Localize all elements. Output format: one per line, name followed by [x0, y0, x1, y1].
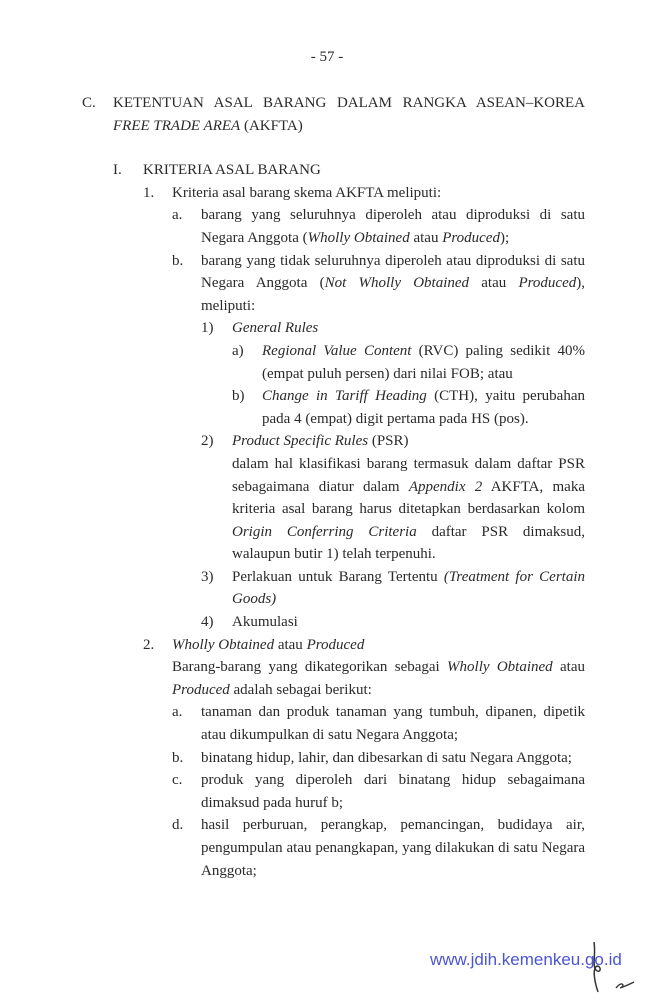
list-item-label: a. [172, 207, 183, 224]
text-segment: ); [499, 229, 510, 246]
text-segment: KETENTUAN ASAL BARANG DALAM RANGKA ASEAN–KOREA [113, 95, 585, 111]
text-segment: atau [409, 229, 443, 246]
list-item-label: C. [82, 95, 96, 111]
list-item [0, 250, 654, 318]
page-number: - 57 - [310, 49, 344, 65]
list-item [0, 430, 654, 453]
list-item-text [232, 317, 585, 340]
list-item [0, 814, 654, 882]
italic-term: Wholly Obtained [307, 229, 410, 246]
document-body [0, 92, 654, 882]
italic-term: General Rules [232, 320, 319, 337]
text-segment: (CTH), yaitu perubahan pada 4 (empat) digit pertama pada HS (pos). [262, 388, 585, 427]
text-segment: produk yang diperoleh dari binatang hidup sebagaimana dimaksud pada huruf b; [201, 772, 585, 811]
text-segment: tanaman dan produk tanaman yang tumbuh, dipanen, dipetik atau dikumpulkan di satu Negara Anggota; [201, 704, 585, 744]
list-item-text [232, 611, 585, 634]
signature-initials-icon [586, 940, 636, 1000]
text-segment: Perlakuan untuk Barang Tertentu [232, 568, 444, 585]
italic-term: Product Specific Rules [232, 433, 369, 450]
list-item-text [172, 182, 585, 205]
list-item-text [172, 634, 585, 657]
text-segment: atau [552, 659, 585, 676]
list-item [0, 656, 654, 701]
italic-term: Wholly Obtained [172, 636, 275, 653]
text-segment: barang yang seluruhnya diperoleh atau diproduksi di satu Negara Anggota ( [201, 207, 585, 246]
list-item-label: 2) [201, 433, 214, 450]
list-item-text [201, 769, 585, 814]
text-segment: daftar PSR dimaksud, walaupun butir 1) telah terpenuhi. [232, 523, 585, 563]
list-item-label: 1) [201, 320, 214, 337]
list-item-text [201, 204, 585, 249]
list-item [0, 182, 654, 205]
list-item-text [232, 430, 585, 453]
text-segment: barang yang tidak seluruhnya diperoleh atau diproduksi di satu Negara Anggota ( [201, 252, 585, 292]
list-item-label: a. [172, 704, 183, 721]
list-item-label: 3) [201, 568, 214, 585]
list-item [0, 747, 654, 770]
list-item-label: I. [113, 162, 122, 179]
list-item-label: b. [172, 252, 184, 269]
list-item-label: 2. [143, 636, 155, 653]
italic-term: Produced [306, 636, 365, 653]
text-segment: (AKFTA) [240, 117, 303, 134]
text-segment: dalam hal klasifikasi barang termasuk dalam daftar PSR sebagaimana diatur dalam [232, 455, 585, 495]
list-item [0, 634, 654, 657]
list-item-label: b. [172, 749, 184, 766]
list-item [0, 701, 654, 746]
text-segment: (RVC) paling sedikit 40% (empat puluh persen) dari nilai FOB; atau [262, 342, 585, 382]
list-item-text [143, 159, 585, 182]
list-item-text [172, 656, 585, 701]
list-item [0, 566, 654, 611]
list-item-text [201, 814, 585, 882]
list-item [0, 385, 654, 430]
text-segment: Barang-barang yang dikategorikan sebagai [172, 659, 448, 676]
text-segment: binatang hidup, lahir, dan dibesarkan di satu Negara Anggota; [201, 749, 572, 766]
list-item [0, 340, 654, 385]
watermark-link[interactable]: www.jdih.kemenkeu.go.id [430, 950, 622, 969]
italic-term: FREE TRADE AREA [113, 117, 241, 134]
list-item-label: c. [172, 772, 183, 789]
text-segment: atau [274, 636, 307, 653]
list-item-text [262, 385, 585, 430]
text-segment: hasil perburuan, perangkap, pemancingan, budidaya air, pengumpulan atau penangkapan, yang dilakukan di satu Negara Anggota; [201, 817, 585, 879]
list-item-text [262, 340, 585, 385]
list-item-label: 1. [143, 184, 155, 201]
text-segment: KRITERIA ASAL BARANG [143, 162, 321, 179]
text-segment: AKFTA, maka kriteria asal barang harus ditetapkan berdasarkan kolom [232, 478, 585, 518]
list-item-text [201, 747, 585, 770]
italic-term: Appendix 2 [408, 478, 483, 495]
text-segment: Akumulasi [232, 614, 298, 631]
text-segment: (PSR) [368, 433, 409, 450]
list-item-label: b) [232, 388, 245, 405]
italic-term: (Treatment for Certain Goods) [232, 568, 585, 608]
list-item-text [201, 250, 585, 318]
list-item-label: 4) [201, 614, 214, 631]
list-item [0, 204, 654, 249]
list-item [0, 159, 654, 182]
list-item [0, 769, 654, 814]
list-item-label: d. [172, 817, 184, 834]
text-segment: adalah sebagai berikut: [229, 681, 372, 698]
list-item-text [113, 92, 585, 137]
text-segment: Kriteria asal barang skema AKFTA meliputi: [172, 184, 442, 201]
list-item [0, 317, 654, 340]
list-item-text [232, 566, 585, 611]
italic-term: Regional Value Content [262, 342, 412, 359]
list-item-text [232, 453, 585, 566]
italic-term: Change in Tariff Heading [262, 388, 427, 405]
italic-term: Wholly Obtained [447, 659, 553, 676]
list-item [0, 611, 654, 634]
italic-term: Produced [518, 275, 577, 292]
text-segment: ), meliputi: [201, 275, 585, 314]
list-item [0, 453, 654, 566]
italic-term: Produced [442, 229, 500, 246]
text-segment: atau [469, 275, 519, 292]
italic-term: Origin Conferring Criteria [232, 523, 417, 540]
list-item [0, 92, 654, 137]
italic-term: Produced [172, 681, 230, 698]
list-item-text [201, 701, 585, 746]
italic-term: Not Wholly Obtained [324, 275, 470, 292]
list-item-label: a) [232, 342, 244, 359]
